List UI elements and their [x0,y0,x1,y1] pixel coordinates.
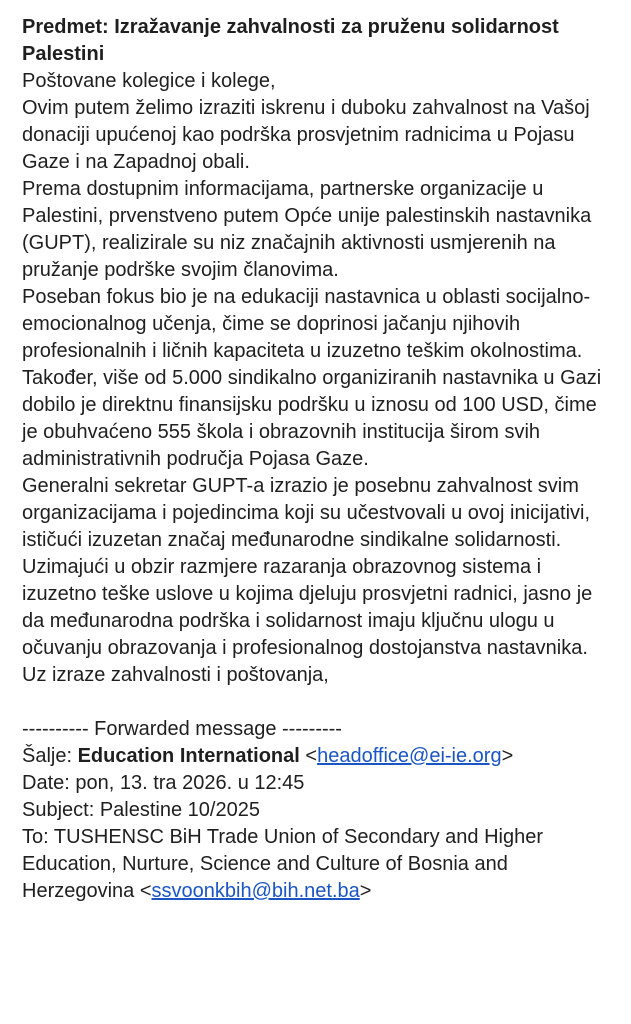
forwarded-date: Date: pon, 13. tra 2026. u 12:45 [22,772,305,794]
body-paragraph: Također, više od 5.000 sindikalno organiziranih nastavnika u Gazi dobilo je direktnu finansijsku podršku u iznosu od 100 USD, čime je obuhvaćeno 555 škola i obrazovnih institucija širom svih administrativnih područja Pojasa Gaze. [22,367,602,470]
from-label: Šalje: [22,745,78,767]
from-email-link[interactable]: headoffice@ei-ie.org [317,745,502,767]
body-paragraph: Uz izraze zahvalnosti i poštovanja, [22,664,329,686]
body-paragraph: Ovim putem želimo izraziti iskrenu i duboku zahvalnost na Vašoj donaciji upućenoj kao podrška prosvjetnim radnicima u Pojasu Gaze i na Zapadnoj obali. [22,97,590,173]
forwarded-header [22,716,611,905]
forwarded-separator: ---------- Forwarded message --------- [22,718,342,740]
body-paragraph: Uzimajući u obzir razmjere razaranja obrazovnog sistema i izuzetno teške uslove u kojima djeluju prosvjetni radnici, jasno je da međunarodna podrška i solidarnost imaju ključnu ulogu u očuvanju obrazovanja i profesionalnog dostojanstva nastavnika. [22,556,593,659]
from-name: Education International [77,745,300,767]
body-paragraph: Prema dostupnim informacijama, partnerske organizacije u Palestini, prvenstveno putem Opće unije palestinskih nastavnika (GUPT), realizirale su niz značajnih aktivnosti usmjerenih na pružanje podrške svojim članovima. [22,178,592,281]
spacer [22,689,611,716]
forwarded-from: Šalje: Education International <headoffice@ei-ie.org> [22,745,514,767]
body-paragraph: Poseban fokus bio je na edukaciji nastavnica u oblasti socijalno-emocionalnog učenja, čime se doprinosi jačanju njihovih profesionalnih i ličnih kapaciteta u izuzetno teškim okolnostima. [22,286,591,362]
body-paragraph: Generalni sekretar GUPT-a izrazio je posebnu zahvalnost svim organizacijama i pojedincima koji su učestvovali u ovoj inicijativi, ističući izuzetan značaj međunarodne sindikalne solidarnosti. [22,475,591,551]
to-email-link[interactable]: ssvoonkbih@bih.net.ba [151,880,360,902]
body-paragraph: Poštovane kolegice i kolege, [22,70,276,92]
forwarded-subject: Subject: Palestine 10/2025 [22,799,260,821]
email-body [22,68,611,689]
forwarded-to: To: TUSHENSC BiH Trade Union of Secondary and Higher Education, Nurture, Science and Culture of Bosnia and Herzegovina <ssvoonkbih@bih.net.ba> [22,826,543,902]
to-text: To: TUSHENSC BiH Trade Union of Secondary and Higher Education, Nurture, Science and Culture of Bosnia and Herzegovina [22,826,543,902]
email-subject: Predmet: Izražavanje zahvalnosti za pruženu solidarnost Palestini [22,16,559,65]
